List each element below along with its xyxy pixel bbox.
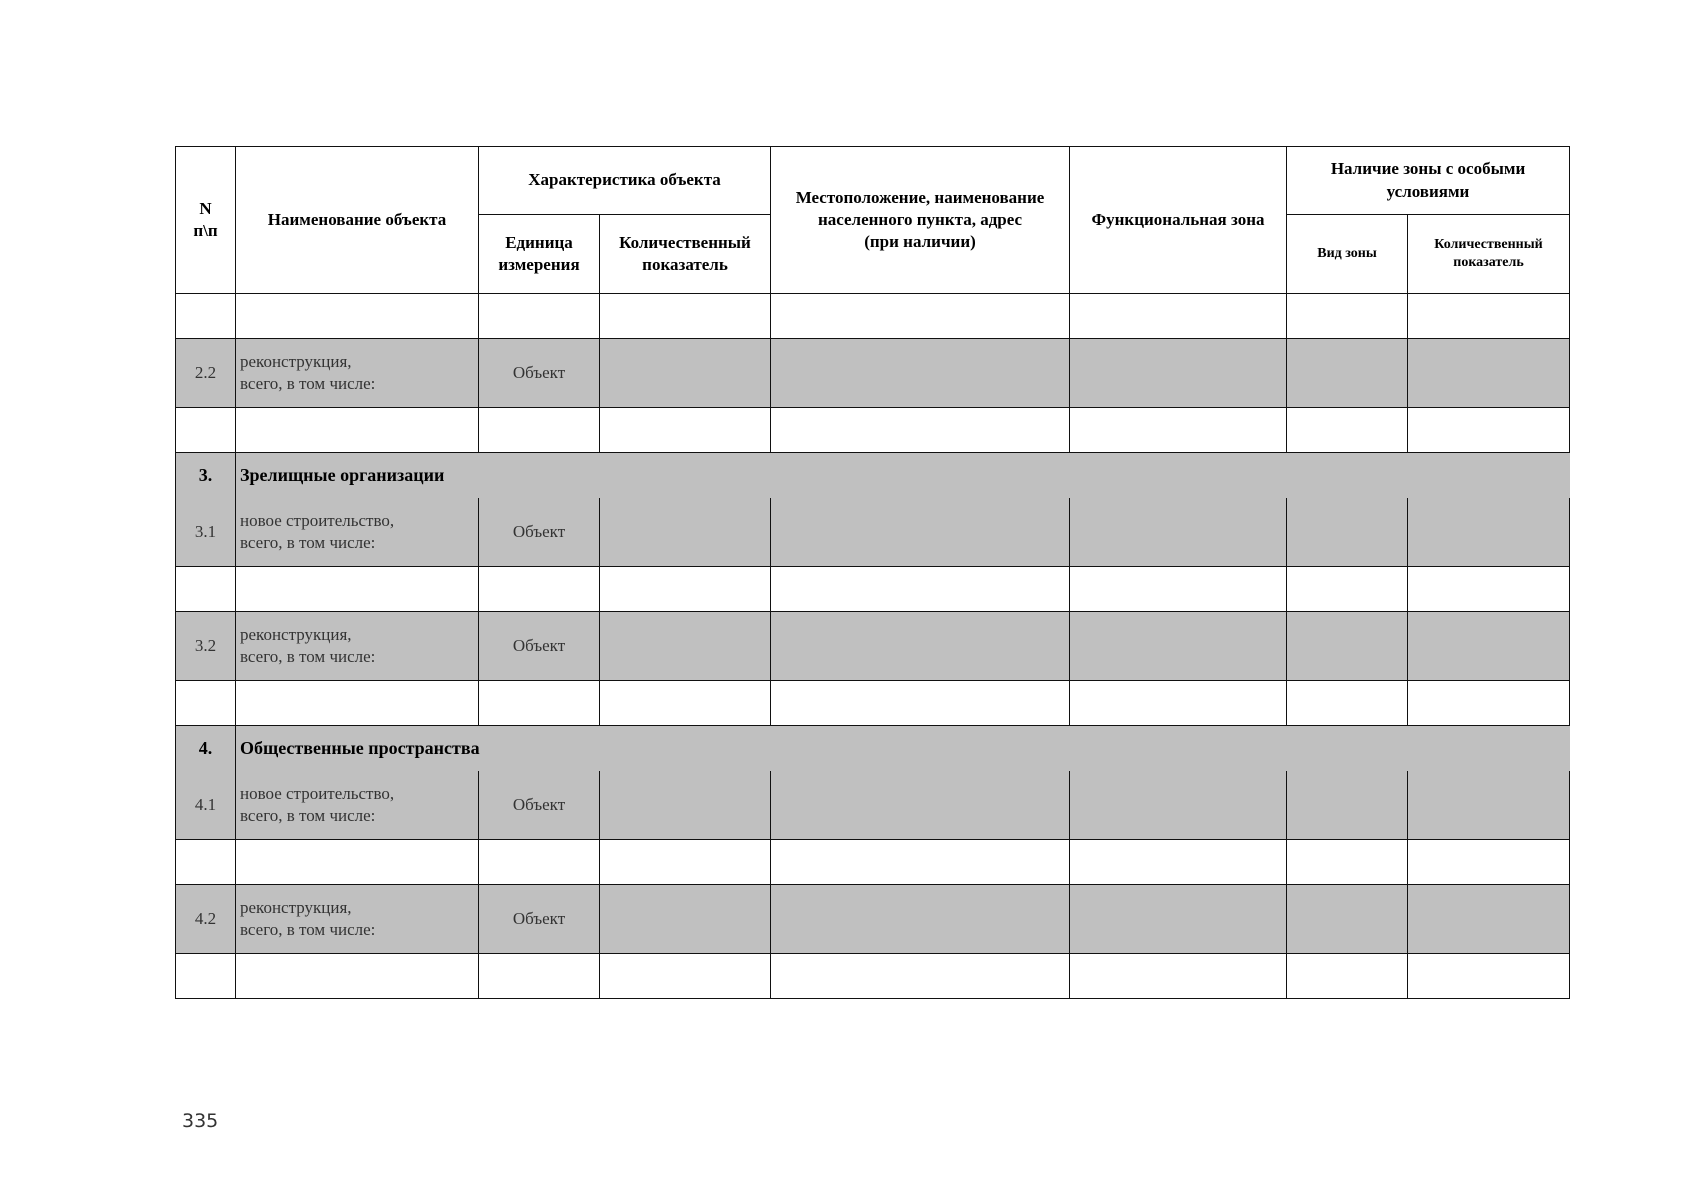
empty-cell [1287, 612, 1408, 681]
empty-cell [600, 840, 771, 885]
empty-cell [1287, 408, 1408, 453]
row-name: реконструкция, всего, в том числе: [236, 885, 479, 954]
empty-cell [1070, 681, 1287, 726]
empty-cell [1287, 339, 1408, 408]
header-zone-quantity: Количественный показатель [1408, 215, 1570, 294]
table-row [176, 771, 1570, 840]
row-name: новое строительство, всего, в том числе: [236, 498, 479, 567]
empty-cell [771, 567, 1070, 612]
empty-cell [1287, 567, 1408, 612]
empty-cell [1408, 567, 1570, 612]
empty-cell [176, 681, 236, 726]
empty-cell [1287, 681, 1408, 726]
empty-cell [1408, 954, 1570, 999]
section-title: Общественные пространства [236, 726, 1570, 771]
table-row [176, 954, 1570, 999]
header-quantity: Количественный показатель [600, 215, 771, 294]
empty-cell [236, 954, 479, 999]
empty-cell [176, 294, 236, 339]
table-body [176, 294, 1570, 999]
empty-cell [600, 339, 771, 408]
empty-cell [479, 954, 600, 999]
row-name: новое строительство, всего, в том числе: [236, 771, 479, 840]
empty-cell [600, 612, 771, 681]
header-num: N п\п [176, 147, 236, 294]
empty-cell [1408, 339, 1570, 408]
empty-cell [771, 498, 1070, 567]
table-header [176, 147, 1570, 294]
empty-cell [1408, 294, 1570, 339]
empty-cell [771, 408, 1070, 453]
table-row [176, 294, 1570, 339]
header-location: Местоположение, наименование населенного пункта, адрес (при наличии) [771, 147, 1070, 294]
empty-cell [1408, 840, 1570, 885]
row-unit: Объект [479, 339, 600, 408]
empty-cell [1070, 954, 1287, 999]
page-number: 335 [182, 1110, 219, 1132]
header-characteristic: Характеристика объекта [479, 147, 771, 215]
empty-cell [1408, 408, 1570, 453]
empty-cell [771, 339, 1070, 408]
row-number: 4.2 [176, 885, 236, 954]
row-number: 3.2 [176, 612, 236, 681]
empty-cell [236, 567, 479, 612]
empty-cell [600, 771, 771, 840]
empty-cell [771, 954, 1070, 999]
empty-cell [1070, 885, 1287, 954]
empty-cell [771, 681, 1070, 726]
empty-cell [771, 840, 1070, 885]
empty-cell [600, 954, 771, 999]
empty-cell [1070, 498, 1287, 567]
table-row [176, 498, 1570, 567]
row-unit: Объект [479, 885, 600, 954]
empty-cell [1408, 771, 1570, 840]
row-number: 2.2 [176, 339, 236, 408]
row-number: 3.1 [176, 498, 236, 567]
empty-cell [600, 567, 771, 612]
header-name: Наименование объекта [236, 147, 479, 294]
empty-cell [1070, 339, 1287, 408]
empty-cell [176, 954, 236, 999]
empty-cell [1287, 840, 1408, 885]
header-zone-type: Вид зоны [1287, 215, 1408, 294]
empty-cell [1287, 294, 1408, 339]
empty-cell [236, 408, 479, 453]
table-row [176, 840, 1570, 885]
empty-cell [1070, 294, 1287, 339]
empty-cell [1070, 612, 1287, 681]
empty-cell [771, 885, 1070, 954]
row-unit: Объект [479, 612, 600, 681]
empty-cell [600, 294, 771, 339]
empty-cell [1287, 498, 1408, 567]
table-row [176, 612, 1570, 681]
row-unit: Объект [479, 498, 600, 567]
empty-cell [771, 612, 1070, 681]
empty-cell [1408, 498, 1570, 567]
empty-cell [479, 840, 600, 885]
empty-cell [1408, 681, 1570, 726]
table-row [176, 681, 1570, 726]
empty-cell [176, 840, 236, 885]
empty-cell [600, 408, 771, 453]
row-number: 4.1 [176, 771, 236, 840]
section-title: Зрелищные организации [236, 453, 1570, 498]
row-name: реконструкция, всего, в том числе: [236, 612, 479, 681]
table-row [176, 453, 1570, 498]
empty-cell [479, 681, 600, 726]
empty-cell [1287, 771, 1408, 840]
table-row [176, 339, 1570, 408]
empty-cell [479, 294, 600, 339]
empty-cell [236, 294, 479, 339]
empty-cell [236, 840, 479, 885]
empty-cell [1070, 408, 1287, 453]
empty-cell [600, 498, 771, 567]
row-name: реконструкция, всего, в том числе: [236, 339, 479, 408]
empty-cell [1070, 771, 1287, 840]
empty-cell [1287, 954, 1408, 999]
empty-cell [176, 408, 236, 453]
empty-cell [479, 567, 600, 612]
empty-cell [1408, 612, 1570, 681]
empty-cell [236, 681, 479, 726]
row-unit: Объект [479, 771, 600, 840]
section-number: 4. [176, 726, 236, 771]
empty-cell [1408, 885, 1570, 954]
empty-cell [1287, 885, 1408, 954]
empty-cell [600, 885, 771, 954]
empty-cell [1070, 840, 1287, 885]
table-row [176, 885, 1570, 954]
empty-cell [771, 294, 1070, 339]
header-unit: Единица измерения [479, 215, 600, 294]
section-number: 3. [176, 453, 236, 498]
empty-cell [771, 771, 1070, 840]
empty-cell [176, 567, 236, 612]
empty-cell [1070, 567, 1287, 612]
table-row [176, 408, 1570, 453]
header-functional-zone: Функциональная зона [1070, 147, 1287, 294]
empty-cell [479, 408, 600, 453]
objects-table [175, 146, 1570, 999]
empty-cell [600, 681, 771, 726]
table-row [176, 726, 1570, 771]
header-special-zone: Наличие зоны с особыми условиями [1287, 147, 1570, 215]
table-row [176, 567, 1570, 612]
